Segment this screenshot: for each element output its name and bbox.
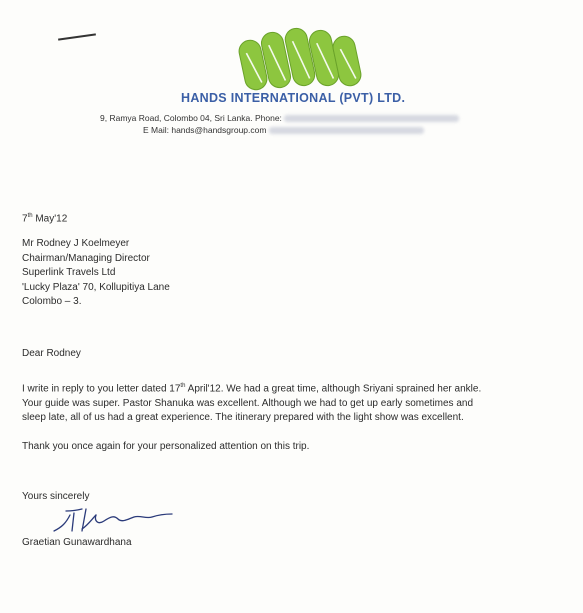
date-day: 7 [22,213,28,225]
salutation: Dear Rodney [22,348,81,359]
recipient-line: Chairman/Managing Director [22,252,150,264]
address-line [100,113,459,123]
email-text: E Mail: hands@handsgroup.com [143,125,267,135]
address-text: 9, Ramya Road, Colombo 04, Sri Lanka. Phone: [100,113,282,123]
redacted-web [269,127,424,134]
body-paragraph [22,379,481,426]
email-line [143,125,424,135]
body-text: April'12. We had a great time, although Sriyani sprained her ankle. [185,383,482,395]
closing: Yours sincerely [22,491,90,502]
recipient-line: Mr Rodney J Koelmeyer [22,238,130,249]
date-suffix: th [27,213,33,219]
company-name: HANDS INTERNATIONAL (PVT) LTD. [181,91,406,105]
body-text: I write in reply to you letter dated 17 [22,383,181,395]
signer-name: Graetian Gunawardhana [22,537,132,548]
body-line: Your guide was super. Pastor Shanuka was excellent. Although we had to get up early sometimes and [22,397,474,409]
body-sup: th [180,383,186,389]
body-line: sleep late, all of us had a great experience. The itinerary prepared with the light show was excellent. [22,412,464,424]
recipient-line: Superlink Travels Ltd [22,267,116,278]
redacted-phone [284,115,459,122]
pen-mark [58,33,96,40]
recipient-block [22,237,170,310]
date-rest: May'12 [32,213,68,225]
recipient-line: 'Lucky Plaza' 70, Kollupitiya Lane [22,281,170,293]
letter-date [22,210,67,225]
hands-logo [238,22,362,94]
recipient-line: Colombo – 3. [22,296,82,307]
body-line [22,379,481,397]
thanks-line: Thank you once again for your personalized attention on this trip. [22,441,310,452]
signature [52,505,182,537]
